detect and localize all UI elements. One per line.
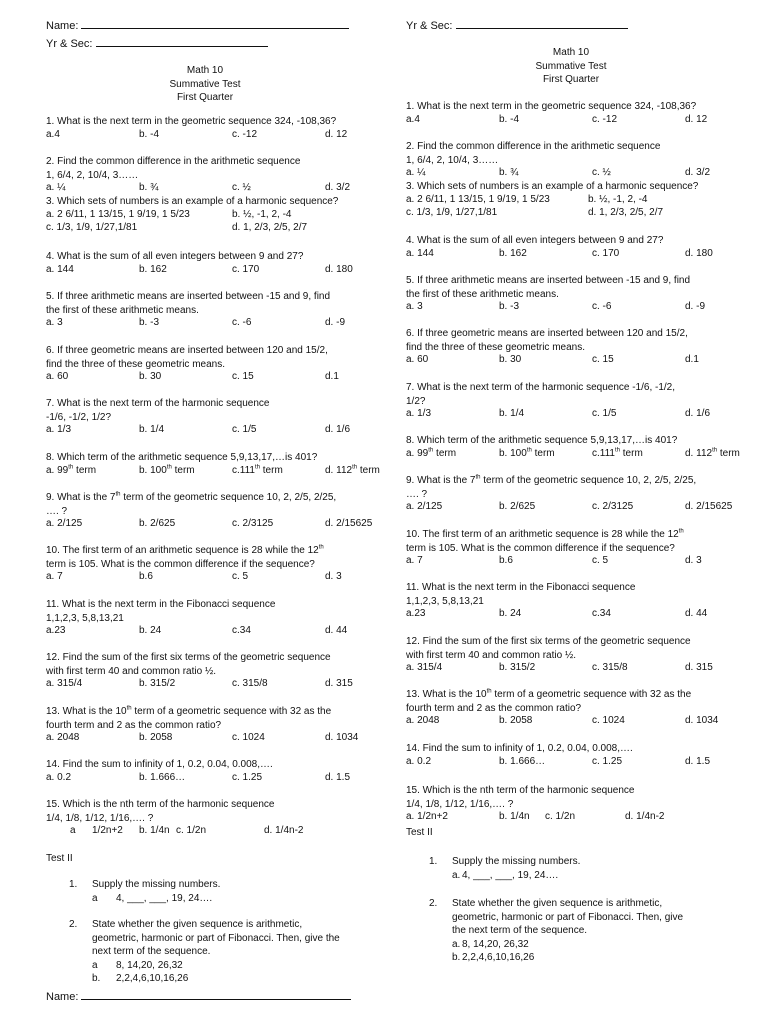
answer-option[interactable]: b. 100th term bbox=[139, 464, 195, 476]
question-14 bbox=[406, 742, 736, 769]
answer-option[interactable]: d. 180 bbox=[685, 247, 713, 259]
item-instruction: State whether the given sequence is arithmetic, geometric, harmonic or part of Fibonacci. Then, give the next term of the sequence. bbox=[452, 898, 684, 936]
answer-option[interactable]: b. 1.666… bbox=[139, 771, 186, 783]
answer-option[interactable]: d. -9 bbox=[325, 317, 346, 328]
answer-options bbox=[46, 264, 364, 277]
answer-option[interactable]: a. 2048 bbox=[46, 732, 80, 743]
answer-options bbox=[46, 732, 364, 745]
answer-option[interactable]: b. 1.666… bbox=[499, 755, 546, 767]
answer-option[interactable]: b.6 bbox=[139, 571, 153, 582]
item-number: 1. bbox=[69, 879, 78, 890]
question-12 bbox=[46, 651, 364, 691]
answer-option[interactable]: 1/2n+2 bbox=[92, 825, 123, 836]
answer-options bbox=[406, 301, 736, 314]
question-5 bbox=[46, 290, 364, 330]
item-number: 2. bbox=[69, 919, 78, 930]
answer-option[interactable]: a. 99th term bbox=[406, 447, 457, 459]
question-stem: 10. The first term of an arithmetic sequence is 28 while the 12th term is 105. What is the common difference if the sequence? bbox=[406, 528, 684, 554]
sub-item-text: 4, ___, ___, 19, 24…. bbox=[116, 892, 213, 904]
name-underline-bottom[interactable] bbox=[81, 988, 351, 1000]
answer-option[interactable]: a.23 bbox=[406, 608, 426, 619]
answer-options bbox=[406, 756, 736, 769]
answer-option[interactable]: c.111th term bbox=[592, 447, 643, 459]
answer-options bbox=[46, 222, 364, 235]
question-stem: 7. What is the next term of the harmonic sequence -1/6, -1/2, 1/2? bbox=[406, 382, 676, 407]
answer-option[interactable]: c. 315/8 bbox=[592, 662, 628, 673]
answer-options bbox=[46, 464, 380, 478]
answer-option[interactable]: b. ¾ bbox=[499, 167, 519, 178]
answer-option[interactable]: d. 3 bbox=[685, 555, 702, 566]
answer-options bbox=[46, 571, 364, 584]
sub-item-text: 4, ___, ___, 19, 24…. bbox=[462, 869, 559, 881]
answer-options bbox=[406, 662, 736, 675]
answer-options bbox=[406, 501, 736, 514]
answer-option[interactable]: c. 1.25 bbox=[232, 771, 263, 783]
answer-option[interactable]: c.111th term bbox=[232, 464, 283, 476]
question-10 bbox=[46, 544, 364, 584]
answer-options bbox=[406, 207, 736, 220]
answer-option[interactable]: a. 2 6/11, 1 13/15, 1 9/19, 1 5/23 bbox=[406, 193, 550, 205]
answer-options bbox=[406, 555, 736, 568]
answer-option[interactable]: c.34 bbox=[592, 608, 611, 619]
answer-option[interactable]: c. 1024 bbox=[232, 732, 265, 743]
answer-option[interactable]: d. 3/2 bbox=[325, 182, 351, 193]
test-ii-item-1 bbox=[406, 855, 736, 882]
question-stem: 15. Which is the nth term of the harmonic sequence 1/4, 1/8, 1/12, 1/16,…. ? bbox=[406, 785, 635, 810]
question-stem: 9. What is the 7th term of the geometric sequence 10, 2, 2/5, 2/25, …. ? bbox=[46, 491, 337, 517]
answer-option[interactable]: c.34 bbox=[232, 625, 251, 636]
answer-option[interactable]: a. 60 bbox=[46, 371, 69, 382]
answer-option[interactable]: d. 44 bbox=[325, 625, 348, 636]
answer-option[interactable]: d. 315 bbox=[325, 678, 353, 689]
answer-option[interactable]: b. -3 bbox=[139, 317, 160, 328]
answer-option[interactable]: a. 7 bbox=[406, 555, 423, 566]
answer-options bbox=[46, 424, 364, 437]
answer-options bbox=[46, 317, 364, 330]
answer-option[interactable]: c. 1/3, 1/9, 1/27,1/81 bbox=[406, 206, 498, 218]
question-stem: 8. Which term of the arithmetic sequence 5,9,13,17,…is 401? bbox=[46, 452, 318, 463]
answer-option[interactable]: b. 1/4 bbox=[139, 424, 165, 435]
answer-option[interactable]: c. 1/2n bbox=[545, 811, 576, 822]
answer-option[interactable]: b. 1/4 bbox=[499, 408, 525, 419]
answer-option[interactable]: b. -4 bbox=[499, 113, 520, 125]
answer-option[interactable]: b. 162 bbox=[499, 247, 527, 259]
name-underline[interactable] bbox=[81, 17, 349, 29]
answer-option[interactable]: b. 2/625 bbox=[499, 501, 536, 512]
answer-option[interactable]: d. 3 bbox=[325, 571, 342, 582]
question-12 bbox=[406, 635, 736, 675]
answer-option[interactable]: a. 2 6/11, 1 13/15, 1 9/19, 1 5/23 bbox=[46, 208, 190, 220]
answer-options bbox=[406, 114, 736, 127]
answer-option[interactable]: c. 1.25 bbox=[592, 755, 623, 767]
answer-option[interactable]: a. ¼ bbox=[406, 167, 426, 178]
test-ii-item-2 bbox=[46, 918, 364, 986]
question-2 bbox=[406, 140, 736, 180]
question-stem: 15. Which is the nth term of the harmonic sequence 1/4, 1/8, 1/12, 1/16,…. ? bbox=[46, 799, 275, 824]
answer-options bbox=[46, 182, 364, 195]
answer-option[interactable]: b. 2/625 bbox=[139, 518, 176, 529]
answer-option[interactable]: d. 1/4n-2 bbox=[625, 811, 665, 822]
question-stem: 14. Find the sum to infinity of 1, 0.2, 0.04, 0.008,…. bbox=[46, 759, 273, 770]
answer-options bbox=[406, 194, 736, 207]
question-3 bbox=[406, 180, 736, 220]
yr-sec-underline-right[interactable] bbox=[456, 17, 628, 29]
answer-option[interactable]: a. 315/4 bbox=[46, 678, 83, 689]
answer-options bbox=[406, 167, 736, 180]
name-label-bottom: Name: bbox=[46, 991, 79, 1003]
answer-option[interactable]: d. 1034 bbox=[325, 732, 359, 743]
question-stem: 3. Which sets of numbers is an example of a harmonic sequence? bbox=[46, 196, 339, 207]
answer-option[interactable]: d. 315 bbox=[685, 662, 713, 673]
question-stem: 9. What is the 7th term of the geometric sequence 10, 2, 2/5, 2/25, …. ? bbox=[406, 474, 697, 500]
question-8 bbox=[406, 434, 740, 461]
answer-option[interactable]: a. 2/125 bbox=[406, 501, 443, 512]
answer-option[interactable]: c. 5 bbox=[232, 571, 249, 582]
question-stem: 4. What is the sum of all even integers between 9 and 27? bbox=[46, 251, 304, 262]
test-title bbox=[46, 64, 364, 105]
question-2 bbox=[46, 155, 364, 195]
answer-option[interactable]: a. 1/3 bbox=[46, 424, 72, 435]
answer-option[interactable]: b.6 bbox=[499, 555, 513, 566]
yr-sec-field-right bbox=[406, 17, 628, 32]
answer-option[interactable]: a. 60 bbox=[406, 354, 429, 365]
answer-option[interactable]: c. 315/8 bbox=[232, 678, 268, 689]
answer-option[interactable]: d. 1/6 bbox=[685, 408, 711, 419]
test-ii-item-1 bbox=[46, 878, 364, 905]
answer-option[interactable]: b. 2058 bbox=[499, 715, 533, 726]
answer-option[interactable]: d. 112th term bbox=[685, 447, 740, 459]
answer-option[interactable]: b. 24 bbox=[139, 625, 162, 636]
name-label: Name: bbox=[46, 20, 79, 32]
test-ii-item-2 bbox=[406, 897, 736, 965]
question-stem: 12. Find the sum of the first six terms of the geometric sequence with first term 40 and common ratio ½. bbox=[46, 652, 331, 677]
answer-option[interactable]: b. ¾ bbox=[139, 182, 159, 193]
answer-option[interactable]: c. -12 bbox=[232, 128, 258, 140]
answer-option[interactable]: b. 2058 bbox=[139, 732, 173, 743]
answer-option[interactable]: d. 1/6 bbox=[325, 424, 351, 435]
answer-option[interactable]: a. 7 bbox=[46, 571, 63, 582]
answer-option[interactable]: d. 1, 2/3, 2/5, 2/7 bbox=[588, 206, 664, 218]
answer-options bbox=[406, 447, 740, 461]
answer-option[interactable]: c. 170 bbox=[232, 263, 260, 275]
question-6 bbox=[46, 344, 364, 384]
answer-option[interactable]: d. 2/15625 bbox=[325, 518, 373, 529]
answer-option[interactable]: b. 315/2 bbox=[499, 662, 536, 673]
answer-option[interactable]: c. ½ bbox=[592, 167, 611, 178]
answer-option[interactable]: a. 315/4 bbox=[406, 662, 443, 673]
answer-option[interactable]: c. 1/5 bbox=[592, 408, 617, 419]
answer-option[interactable]: d. 1034 bbox=[685, 715, 719, 726]
answer-option[interactable]: d. 1.5 bbox=[685, 755, 711, 767]
answer-option[interactable]: a. 3 bbox=[406, 301, 423, 312]
answer-option[interactable]: b. -3 bbox=[499, 301, 520, 312]
sub-item-letter: a. bbox=[452, 869, 461, 881]
answer-option[interactable]: b. 100th term bbox=[499, 447, 555, 459]
answer-option[interactable]: a. 2048 bbox=[406, 715, 440, 726]
answer-option[interactable]: c. 1/2n bbox=[176, 825, 207, 836]
question-11 bbox=[406, 581, 736, 621]
question-stem: 7. What is the next term of the harmonic sequence -1/6, -1/2, 1/2? bbox=[46, 398, 270, 423]
answer-option[interactable]: b. 24 bbox=[499, 608, 522, 619]
question-stem: 11. What is the next term in the Fibonacci sequence 1,1,2,3, 5,8,13,21 bbox=[406, 582, 636, 607]
answer-option[interactable]: a. 144 bbox=[406, 247, 434, 259]
answer-option[interactable]: c. 1/3, 1/9, 1/27,1/81 bbox=[46, 221, 138, 233]
answer-option[interactable]: d. 1.5 bbox=[325, 771, 351, 783]
answer-option[interactable]: b. 30 bbox=[139, 371, 162, 382]
question-stem: 4. What is the sum of all even integers between 9 and 27? bbox=[406, 235, 664, 246]
question-stem: 12. Find the sum of the first six terms of the geometric sequence with first term 40 and common ratio ½. bbox=[406, 636, 691, 661]
question-4 bbox=[406, 234, 736, 261]
answer-option[interactable]: d.1 bbox=[685, 354, 699, 365]
question-stem: 6. If three geometric means are inserted between 120 and 15/2, find the three of these geometric means. bbox=[406, 328, 688, 353]
answer-option[interactable]: d. 44 bbox=[685, 608, 708, 619]
yr-sec-underline[interactable] bbox=[96, 35, 268, 47]
test-ii-label: Test II bbox=[46, 853, 73, 864]
question-7 bbox=[46, 397, 364, 437]
answer-options bbox=[406, 608, 736, 621]
answer-option[interactable]: a. 99th term bbox=[46, 464, 97, 476]
question-1 bbox=[406, 100, 736, 127]
sub-item-text: 2,2,4,6,10,16,26 bbox=[116, 973, 189, 984]
question-10 bbox=[406, 528, 736, 568]
question-stem: 11. What is the next term in the Fibonacci sequence 1,1,2,3, 5,8,13,21 bbox=[46, 599, 276, 624]
answer-option[interactable]: c. 1024 bbox=[592, 715, 625, 726]
answer-options bbox=[406, 811, 736, 824]
question-stem: 5. If three arithmetic means are inserted between -15 and 9, find the first of these arithmetic means. bbox=[46, 291, 331, 316]
sub-item-text: 2,2,4,6,10,16,26 bbox=[462, 952, 535, 963]
subject-title-right: Math 10 bbox=[552, 47, 590, 58]
answer-option[interactable]: d. -9 bbox=[685, 301, 706, 312]
answer-option[interactable]: a. 0.2 bbox=[46, 771, 72, 783]
answer-options bbox=[406, 715, 736, 728]
answer-option[interactable]: a bbox=[70, 825, 76, 836]
answer-option[interactable]: c. 15 bbox=[592, 354, 614, 365]
answer-options bbox=[46, 825, 364, 838]
answer-option[interactable]: c. -12 bbox=[592, 113, 618, 125]
question-14 bbox=[46, 758, 364, 785]
answer-option[interactable]: d. 3/2 bbox=[685, 167, 711, 178]
question-4 bbox=[46, 250, 364, 277]
answer-option[interactable]: a. 0.2 bbox=[406, 755, 432, 767]
answer-options bbox=[46, 625, 364, 638]
answer-option[interactable]: b. ½, -1, 2, -4 bbox=[232, 208, 292, 220]
answer-option[interactable]: a. 2/125 bbox=[46, 518, 83, 529]
question-stem: 5. If three arithmetic means are inserted between -15 and 9, find the first of these arithmetic means. bbox=[406, 275, 691, 300]
item-number: 1. bbox=[429, 856, 438, 867]
question-stem: 1. What is the next term in the geometric sequence 324, -108,36? bbox=[406, 101, 697, 112]
quarter-label-right: First Quarter bbox=[542, 74, 600, 85]
answer-option[interactable]: d. 2/15625 bbox=[685, 501, 733, 512]
answer-options bbox=[406, 354, 736, 367]
answer-options bbox=[46, 371, 364, 384]
answer-option[interactable]: d. 112th term bbox=[325, 464, 380, 476]
answer-option[interactable]: d. 1/4n-2 bbox=[264, 825, 304, 836]
question-6 bbox=[406, 327, 736, 367]
answer-option[interactable]: a. ¼ bbox=[46, 182, 66, 193]
item-instruction: Supply the missing numbers. bbox=[452, 856, 581, 867]
answer-option[interactable]: b. 162 bbox=[139, 263, 167, 275]
answer-option[interactable]: a. 144 bbox=[46, 263, 74, 275]
answer-option[interactable]: c. -6 bbox=[232, 317, 252, 328]
question-stem: 13. What is the 10th term of a geometric sequence with 32 as the fourth term and 2 as the common ratio? bbox=[46, 705, 332, 731]
answer-option[interactable]: d. 12 bbox=[685, 113, 708, 125]
question-8 bbox=[46, 451, 380, 478]
item-number: 2. bbox=[429, 898, 438, 909]
question-15 bbox=[46, 798, 364, 838]
answer-option[interactable]: c. ½ bbox=[232, 182, 251, 193]
question-stem: 8. Which term of the arithmetic sequence 5,9,13,17,…is 401? bbox=[406, 435, 678, 446]
answer-option[interactable]: d.1 bbox=[325, 371, 339, 382]
answer-option[interactable]: b. 1/4n bbox=[139, 825, 170, 836]
test-title-right bbox=[406, 46, 736, 87]
yr-sec-field bbox=[46, 35, 268, 50]
question-11 bbox=[46, 598, 364, 638]
answer-options bbox=[46, 209, 364, 222]
sub-item-text: 8, 14,20, 26,32 bbox=[462, 938, 529, 950]
sub-item-letter: a bbox=[92, 892, 98, 904]
answer-option[interactable]: b. 315/2 bbox=[139, 678, 176, 689]
question-stem: 10. The first term of an arithmetic sequence is 28 while the 12th term is 105. What is the common difference if the sequence? bbox=[46, 544, 324, 570]
answer-option[interactable]: a.23 bbox=[46, 625, 66, 636]
question-9 bbox=[406, 474, 736, 514]
question-9 bbox=[46, 491, 373, 531]
question-13 bbox=[406, 688, 736, 728]
item-instruction: Supply the missing numbers. bbox=[92, 879, 221, 890]
sub-item-text: 8, 14,20, 26,32 bbox=[116, 959, 183, 971]
answer-options bbox=[46, 129, 364, 142]
answer-options bbox=[46, 772, 364, 785]
answer-option[interactable]: d. 1, 2/3, 2/5, 2/7 bbox=[232, 221, 308, 233]
answer-option[interactable]: c. 15 bbox=[232, 371, 254, 382]
answer-option[interactable]: c. 170 bbox=[592, 247, 620, 259]
test-ii-label: Test II bbox=[406, 827, 433, 838]
test-type: Summative Test bbox=[169, 78, 241, 90]
answer-options bbox=[46, 678, 364, 691]
question-13 bbox=[46, 705, 364, 745]
answer-option[interactable]: b. 1/4n bbox=[499, 811, 530, 822]
answer-option[interactable]: c. 2/3125 bbox=[232, 518, 274, 529]
question-stem: 3. Which sets of numbers is an example of a harmonic sequence? bbox=[406, 181, 699, 192]
test-type-right: Summative Test bbox=[535, 60, 607, 72]
sub-item-letter: a bbox=[92, 959, 98, 971]
question-5 bbox=[406, 274, 736, 314]
answer-option[interactable]: b. 30 bbox=[499, 354, 522, 365]
name-field-bottom bbox=[46, 988, 351, 1003]
answer-option[interactable]: d. 12 bbox=[325, 128, 348, 140]
answer-option[interactable]: c. 1/5 bbox=[232, 424, 257, 435]
answer-option[interactable]: b. ½, -1, 2, -4 bbox=[588, 193, 648, 205]
question-7 bbox=[406, 381, 736, 421]
quarter-label: First Quarter bbox=[176, 92, 234, 103]
answer-option[interactable]: c. 2/3125 bbox=[592, 501, 634, 512]
yr-sec-label: Yr & Sec: bbox=[46, 38, 93, 50]
answer-options bbox=[406, 248, 736, 261]
question-stem: 6. If three geometric means are inserted between 120 and 15/2, find the three of these geometric means. bbox=[46, 345, 328, 370]
answer-option[interactable]: a.4 bbox=[46, 128, 60, 140]
question-3 bbox=[46, 195, 364, 235]
question-stem: 14. Find the sum to infinity of 1, 0.2, 0.04, 0.008,…. bbox=[406, 743, 633, 754]
answer-option[interactable]: a. 1/2n+2 bbox=[406, 811, 448, 822]
question-stem: 2. Find the common difference in the arithmetic sequence 1, 6/4, 2, 10/4, 3…… bbox=[406, 141, 661, 166]
sub-item-letter: b. bbox=[92, 973, 101, 984]
answer-options bbox=[406, 408, 736, 421]
sub-item-letter: b. bbox=[452, 952, 461, 963]
answer-option[interactable]: a. 3 bbox=[46, 317, 63, 328]
name-field bbox=[46, 17, 349, 32]
question-stem: 13. What is the 10th term of a geometric sequence with 32 as the fourth term and 2 as the common ratio? bbox=[406, 688, 692, 714]
yr-sec-label-right: Yr & Sec: bbox=[406, 20, 453, 32]
question-15 bbox=[406, 784, 736, 824]
answer-option[interactable]: c. -6 bbox=[592, 301, 612, 312]
answer-option[interactable]: a.4 bbox=[406, 113, 420, 125]
answer-option[interactable]: b. -4 bbox=[139, 128, 160, 140]
answer-option[interactable]: c. 5 bbox=[592, 555, 609, 566]
question-stem: 2. Find the common difference in the arithmetic sequence 1, 6/4, 2, 10/4, 3…… bbox=[46, 156, 301, 181]
item-instruction: State whether the given sequence is arithmetic, geometric, harmonic or part of Fibonacci. Then, give the next term of the sequence. bbox=[92, 919, 340, 957]
answer-option[interactable]: d. 180 bbox=[325, 263, 353, 275]
sub-item-letter: a. bbox=[452, 938, 461, 950]
subject-title: Math 10 bbox=[186, 65, 224, 76]
question-1 bbox=[46, 115, 364, 142]
question-stem: 1. What is the next term in the geometric sequence 324, -108,36? bbox=[46, 116, 337, 127]
answer-options bbox=[46, 518, 373, 531]
answer-option[interactable]: a. 1/3 bbox=[406, 408, 432, 419]
